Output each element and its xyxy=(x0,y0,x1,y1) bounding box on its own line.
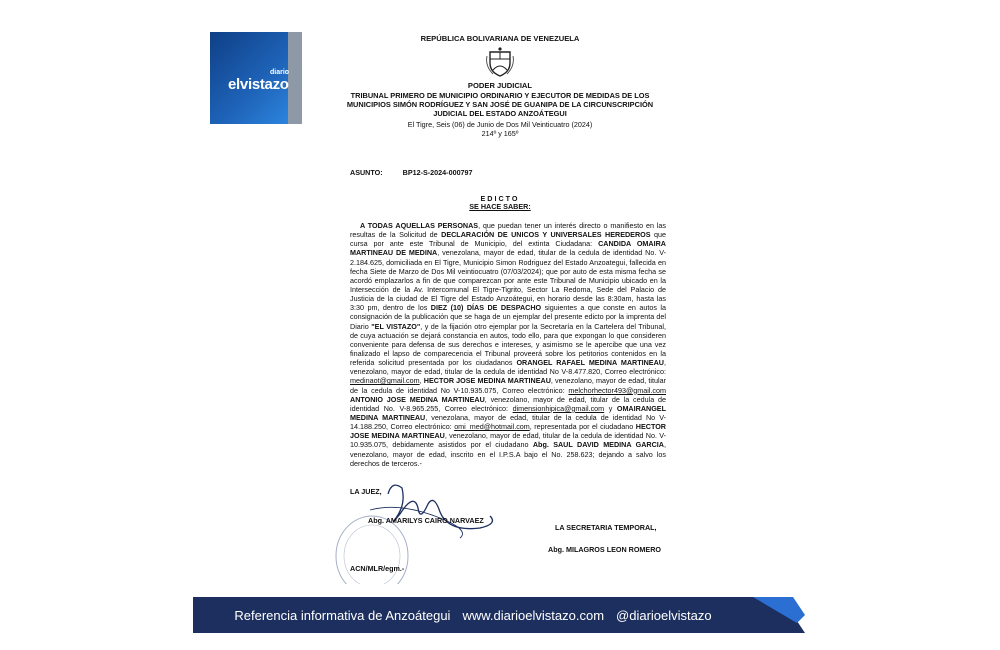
body-text: , y de la fijación otro ejemplar por la Secretaría en la Cartelera del Tribunal, de cuya actuación se dejará constancia en autos, todo ello, para que expongan lo que consideren conveniente para defensa de sus derechos e intereses, y asimismo se le apercibe que una vez finalizado el lapso de comparecencia el Tribunal proveerá sobre los petitorios contenidos en la referida solicitud presentada por los ciudadanos xyxy=(350,321,666,368)
body-bold: CANDIDA OMAIRA MARTINEAU DE MEDINA xyxy=(350,239,666,258)
asunto-label: ASUNTO: xyxy=(350,168,383,177)
edicto-title: EDICTO xyxy=(480,194,520,203)
body-text: , venezolana, mayor de edad, titular de la cedula de identidad No. V-2.184.625, domiciliada en El Tigre, Municipio Simon Rodriguez del Estado Anzoategui, fallecida en fecha Siete de Marzo de Dos Mil veintiocuatro (07/03/2024); que por auto de esta misma fecha se acordó emplazarlos a fin de que comparezcan por ante este Tribunal de Municipio ubicado en la Intersección de la Av. Intercomunal El Tigre-Tigrito, Sector La Redoma, Sede del Palacio de Justicia de la ciudad de El Tigre del Estado Anzoátegui, en horario desde las 8:30am, hasta las 3:30 pm, dentro de los xyxy=(350,248,666,313)
initials: ACN/MLR/egm.- xyxy=(350,564,405,573)
secretary-label: LA SECRETARIA TEMPORAL, xyxy=(555,523,657,532)
body-text: , venezolano, mayor de edad, inscrito en el I.P.S.A bajo el No. 258.623; dejando a salvo los derechos de terceros.- xyxy=(350,440,666,468)
body-text: siguientes a que conste en autos la consignación de la publicación que se haga de un ejemplar del presente edicto por la imprenta del Diario xyxy=(350,303,666,331)
tribunal-heading: TRIBUNAL PRIMERO DE MUNICIPIO ORDINARIO Y EJECUTOR DE MEDIDAS DE LOS MUNICIPIOS SIMÓN RODRÍGUEZ Y SAN JOSÉ DE GUANIPA DE LA CIRCUNSCRIPCIÓN JUDICIAL DEL ESTADO ANZOÁTEGUI xyxy=(346,91,654,118)
footer-text xyxy=(193,597,753,633)
body-bold: "EL VISTAZO" xyxy=(371,321,421,331)
body-text: , venezolano, mayor de edad, titular de la cedula de identidad No V-10.935.075, Correo electrónico: xyxy=(350,376,666,395)
body-bold: HECTOR JOSE MEDINA MARTINEAU xyxy=(423,376,551,386)
email-link: medinaot@gmail.com xyxy=(350,376,420,386)
judge-label: LA JUEZ, xyxy=(350,487,382,496)
footer-website[interactable]: www.diarioelvistazo.com xyxy=(462,607,605,623)
se-hace-saber: SE HACE SABER: xyxy=(469,202,531,211)
body-bold: OMAIRANGEL MEDINA MARTINEAU xyxy=(350,403,666,422)
logo-brand-text: elvistazo xyxy=(228,76,289,93)
years-line: 214º y 165º xyxy=(481,129,519,138)
asunto-value: BP12-S-2024-000797 xyxy=(402,168,473,177)
footer-tagline: Referencia informativa de Anzoátegui xyxy=(234,607,451,623)
email-link: melchorhector493@gmail.com xyxy=(568,385,666,395)
body-bold: DECLARACIÓN DE UNICOS Y UNIVERSALES HEREDEROS xyxy=(441,230,651,240)
edict-body xyxy=(350,221,666,468)
body-bold: DIEZ (10) DÍAS DE DESPACHO xyxy=(430,303,542,313)
body-text: , venezolano, mayor de edad, titular de la cedula de identidad No. V-10.935.075, debidamente asistidos por el ciudadano xyxy=(350,431,666,450)
body-text: , venezolano, mayor de edad, titular de la cedula de identidad No. V-8.965.255, Correo electrónico: xyxy=(350,394,666,413)
body-bold: Abg. SAUL DAVID MEDINA GARCIA xyxy=(532,440,664,450)
body-text: y xyxy=(604,403,617,413)
footer-handle[interactable]: @diarioelvistazo xyxy=(616,607,712,623)
body-text: , que puedan tener un interés directo o manifiesto en las resultas de la Solicitud de xyxy=(350,221,666,240)
judge-name: Abg. AMARILYS CAIRO NARVAEZ xyxy=(368,516,484,525)
body-bold: A TODAS AQUELLAS PERSONAS xyxy=(360,221,479,230)
poder-judicial-heading: PODER JUDICIAL xyxy=(467,81,533,90)
asunto-line xyxy=(350,168,670,177)
body-text: , venezolano, mayor de edad, titular de la cedula de identidad No V-8.477.820, Correo electrónico: xyxy=(350,358,666,377)
republic-heading: REPÚBLICA BOLIVARIANA DE VENEZUELA xyxy=(420,34,580,43)
body-bold: HECTOR JOSE MEDINA MARTINEAU xyxy=(350,422,666,441)
edict-paragraph xyxy=(350,221,666,468)
email-link: omi_med@hotmail.com xyxy=(454,422,530,432)
coat-of-arms-icon xyxy=(484,46,516,78)
elvistazo-logo xyxy=(210,32,302,124)
logo-small-text: diario xyxy=(270,69,290,76)
edict-document xyxy=(330,34,670,584)
body-text: , representada por el ciudadano xyxy=(529,422,636,432)
footer-banner xyxy=(193,597,805,633)
body-text: , venezolana, mayor de edad, titular de la cedula de identidad No V-14.188.250, Correo electrónico: xyxy=(350,412,666,432)
body-text: , xyxy=(419,376,424,386)
body-bold: ANTONIO JOSE MEDINA MARTINEAU xyxy=(350,394,485,404)
body-text: que cursa por ante este Tribunal de Municipio, del extinta Ciudadana: xyxy=(350,230,666,249)
secretary-name: Abg. MILAGROS LEON ROMERO xyxy=(548,545,661,554)
place-date: El Tigre, Seis (06) de Junio de Dos Mil Veinticuatro (2024) xyxy=(407,120,593,129)
body-bold: ORANGEL RAFAEL MEDINA MARTINEAU xyxy=(516,358,664,368)
email-link: dimensionhipica@gmail.com xyxy=(512,403,605,413)
logo-side-bar xyxy=(288,32,302,124)
